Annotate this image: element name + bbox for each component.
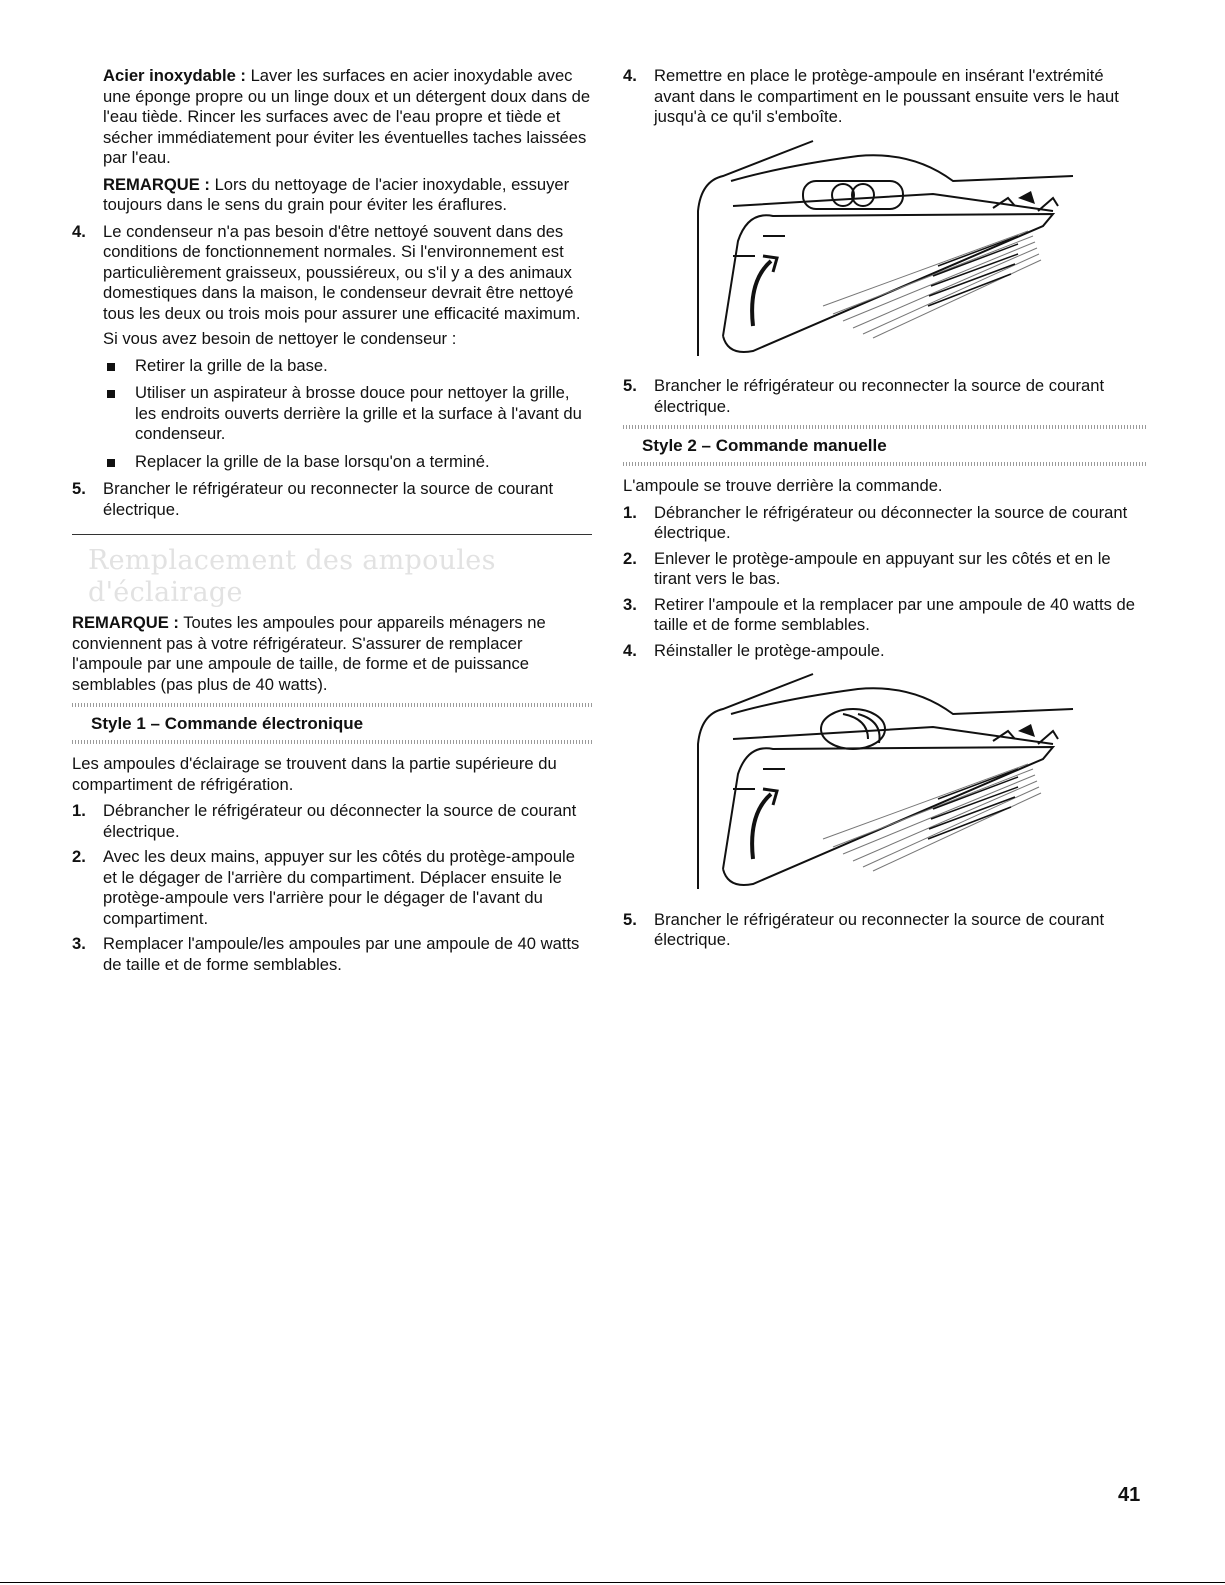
light-shield-illustration bbox=[693, 136, 1148, 367]
step-text: Remplacer l'ampoule/les ampoules par une ampoule de 40 watts de taille et de forme semblables. bbox=[103, 934, 580, 974]
step-text: Brancher le réfrigérateur ou reconnecter la source de courant électrique. bbox=[654, 376, 1105, 416]
step-text: Brancher le réfrigérateur ou reconnecter la source de courant électrique. bbox=[654, 909, 1105, 949]
step-text: Débrancher le réfrigérateur ou déconnecter la source de courant électrique. bbox=[103, 801, 577, 841]
step-text: Réinstaller le protège-ampoule. bbox=[654, 640, 885, 660]
light-shield-diagram-icon bbox=[693, 669, 1083, 894]
step-number: 4. bbox=[72, 221, 86, 241]
step-text: Brancher le réfrigérateur ou reconnecter la source de courant électrique. bbox=[103, 479, 554, 519]
step-number: 4. bbox=[623, 66, 637, 85]
section-title: Remplacement des ampoules d'éclairage bbox=[88, 545, 496, 608]
right-column bbox=[623, 66, 1148, 956]
light-shield-diagram-icon bbox=[693, 136, 1083, 361]
hatch-rule bbox=[623, 425, 1148, 429]
bullet-item bbox=[103, 452, 592, 473]
style2-intro: L'ampoule se trouve derrière la commande. bbox=[623, 476, 943, 495]
step-text: Avec les deux mains, appuyer sur les côtés du protège-ampoule et le dégager de l'arrière du compartiment. Déplacer ensuite le protège-ampoule vers l'arrière pour le dégager de l'avant du compartiment. bbox=[103, 847, 575, 928]
page-bottom-rule bbox=[0, 1582, 1225, 1583]
step-text: Remettre en place le protège-ampoule en insérant l'extrémité avant dans le compartiment en le poussant ensuite vers le haut jusqu'à ce qu'il s'emboîte. bbox=[654, 66, 1119, 126]
page-number: 41 bbox=[1118, 1484, 1141, 1506]
note-label: REMARQUE : bbox=[103, 174, 210, 194]
step-text: Retirer l'ampoule et la remplacer par une ampoule de 40 watts de taille et de forme semblables. bbox=[654, 594, 1135, 634]
remark-paragraph bbox=[72, 613, 592, 695]
hatch-rule bbox=[72, 740, 592, 744]
plug-in-step bbox=[72, 479, 592, 520]
step-number: 3. bbox=[623, 594, 637, 614]
hatch-rule bbox=[72, 703, 592, 707]
square-bullet-icon bbox=[107, 459, 115, 467]
square-bullet-icon bbox=[107, 390, 115, 398]
square-bullet-icon bbox=[107, 363, 115, 371]
style1-step bbox=[623, 376, 1148, 417]
stainless-steel-text: Laver les surfaces en acier inoxydable avec une éponge propre ou un linge doux et un détergent doux dans de l'eau tiède. Rincer les surfaces avec de l'eau propre et tiède et sécher immédiatement pour éviter les éventuelles taches laissées par l'eau. bbox=[103, 66, 591, 167]
step-number: 2. bbox=[623, 548, 637, 568]
step-number: 2. bbox=[72, 847, 86, 866]
bullet-text: Retirer la grille de la base. bbox=[135, 355, 328, 375]
remark-label: REMARQUE : bbox=[72, 613, 179, 632]
style1-step bbox=[72, 801, 592, 842]
remark-text: Toutes les ampoules pour appareils ménagers ne conviennent pas à votre réfrigérateur. S'assurer de remplacer l'ampoule par une ampoule de taille, de forme et de puissance semblables (pas plus de 40 watts). bbox=[72, 613, 546, 694]
bullet-text: Utiliser un aspirateur à brosse douce pour nettoyer la grille, les endroits ouverts derrière la grille et la surface à l'avant du condenseur. bbox=[135, 383, 582, 443]
style2-step bbox=[623, 595, 1148, 636]
light-shield-illustration bbox=[693, 669, 1148, 900]
condenser-step bbox=[72, 222, 592, 325]
bullet-text: Replacer la grille de la base lorsqu'on a terminé. bbox=[135, 451, 490, 471]
left-column bbox=[72, 66, 592, 980]
step-number: 4. bbox=[623, 640, 637, 660]
bullet-item bbox=[103, 383, 592, 445]
bullet-item bbox=[103, 356, 592, 377]
style1-step bbox=[72, 847, 592, 929]
step-number: 3. bbox=[72, 934, 86, 953]
stainless-steel-label: Acier inoxydable : bbox=[103, 66, 246, 85]
step-text: Le condenseur n'a pas besoin d'être nettoyé souvent dans des conditions de fonctionnement normales. Si l'environnement est particulièrement graisseux, poussiéreux, ou s'il y a des animaux domestiques dans la maison, le condenseur devrait être nettoyé tous les deux ou trois mois pour assurer une efficacité maximum. bbox=[103, 221, 581, 323]
style2-heading-block bbox=[623, 425, 1148, 466]
style1-step bbox=[623, 66, 1148, 128]
style2-step bbox=[623, 910, 1148, 951]
style1-step bbox=[72, 934, 592, 975]
stainless-steel-note bbox=[72, 175, 592, 216]
step-number: 5. bbox=[623, 909, 637, 929]
style2-step bbox=[623, 549, 1148, 590]
style2-heading: Style 2 – Commande manuelle bbox=[642, 436, 887, 455]
style1-heading: Style 1 – Commande électronique bbox=[91, 714, 364, 733]
style1-heading-block bbox=[72, 703, 592, 744]
step-number: 5. bbox=[72, 479, 86, 498]
step-text: Débrancher le réfrigérateur ou déconnecter la source de courant électrique. bbox=[654, 502, 1128, 542]
style1-intro: Les ampoules d'éclairage se trouvent dans la partie supérieure du compartiment de réfrigération. bbox=[72, 754, 557, 794]
step-number: 1. bbox=[72, 801, 86, 820]
style2-step bbox=[623, 503, 1148, 544]
step-text: Enlever le protège-ampoule en appuyant sur les côtés et en le tirant vers le bas. bbox=[654, 548, 1111, 588]
condenser-subtext: Si vous avez besoin de nettoyer le condenseur : bbox=[103, 329, 457, 348]
hatch-rule bbox=[623, 462, 1148, 466]
note-text: Lors du nettoyage de l'acier inoxydable, essuyer toujours dans le sens du grain pour éviter les éraflures. bbox=[103, 174, 570, 214]
step-number: 5. bbox=[623, 376, 637, 395]
style2-step bbox=[623, 641, 1148, 662]
stainless-steel-paragraph bbox=[72, 66, 592, 169]
step-number: 1. bbox=[623, 502, 637, 522]
section-divider bbox=[72, 534, 592, 535]
